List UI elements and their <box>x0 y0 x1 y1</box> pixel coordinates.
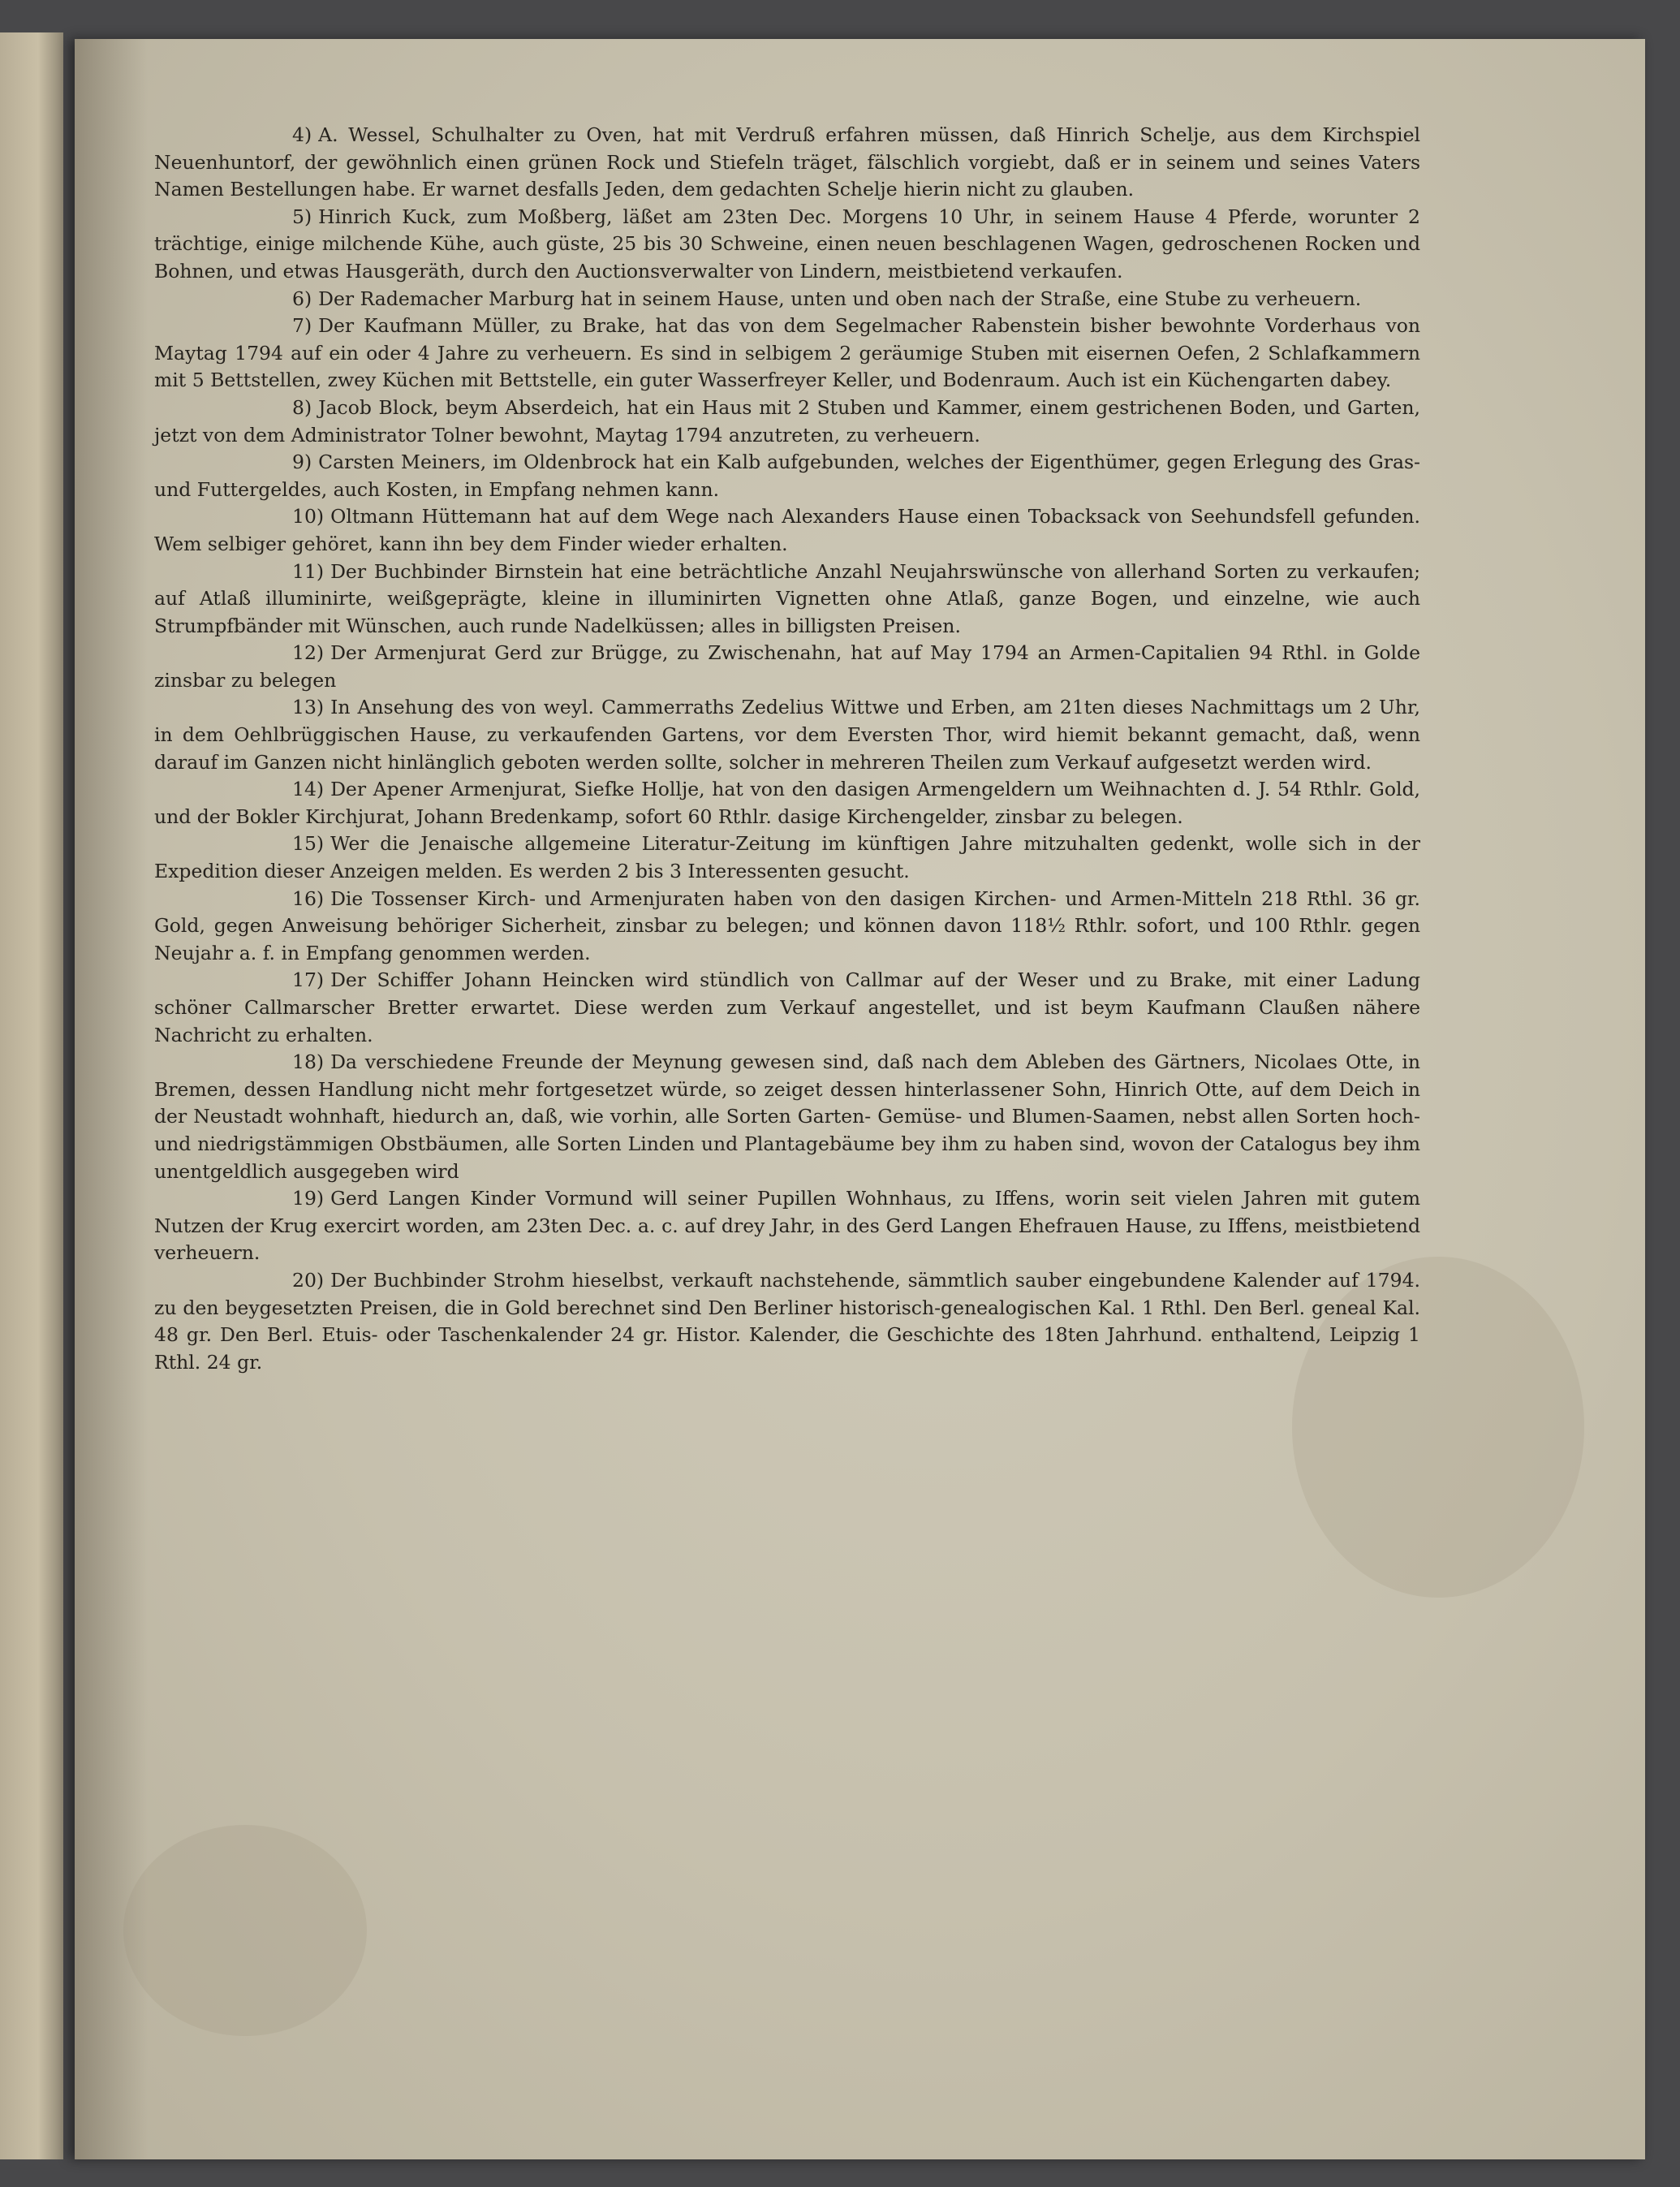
entry-number: 15) <box>292 832 325 856</box>
entry-text: Wer die Jenaische allgemeine Literatur-Zeitung im künftigen Jahre mitzuhalten gedenkt, wolle sich in der Expedition dieser Anzeigen melden. Es werden 2 bis 3 Interessenten gesucht. <box>154 832 1420 883</box>
notice-entry <box>154 449 1420 503</box>
notice-entry <box>154 286 1420 313</box>
entry-number: 4) <box>292 123 312 146</box>
notice-entry <box>154 122 1420 204</box>
entry-number: 8) <box>292 395 312 419</box>
entry-number: 16) <box>292 886 325 910</box>
entry-number: 5) <box>292 205 312 228</box>
notice-entry <box>154 395 1420 449</box>
notice-entry <box>154 1267 1420 1376</box>
notice-entry <box>154 1049 1420 1185</box>
entry-number: 20) <box>292 1268 325 1292</box>
entry-text: Carsten Meiners, im Oldenbrock hat ein Kalb aufgebunden, welches der Eigenthümer, gegen Erlegung des Gras- und Futtergeldes, auch Kosten, in Empfang nehmen kann. <box>154 451 1420 501</box>
entry-text: Hinrich Kuck, zum Moßberg, läßet am 23ten Dec. Morgens 10 Uhr, in seinem Hause 4 Pferde, worunter 2 trächtige, einige milchende Kühe, auch güste, 25 bis 30 Schweine, einen neuen beschlagenen Wagen, gedroschenen Rocken und Bohnen, und etwas Hausgeräth, durch den Auctionsverwalter von Lindern, meistbietend verkaufen. <box>154 205 1420 283</box>
paper-stain <box>123 1825 367 2036</box>
notice-entry <box>154 204 1420 286</box>
entry-text: A. Wessel, Schulhalter zu Oven, hat mit Verdruß erfahren müssen, daß Hinrich Schelje, aus dem Kirchspiel Neuenhuntorf, der gewöhnlich einen grünen Rock und Stiefeln träget, fälschlich vorgiebt, daß er in seinem und seines Vaters Namen Bestellungen habe. Er warnet desfalls Jeden, dem gedachten Schelje hierin nicht zu glauben. <box>154 123 1420 201</box>
notice-entry <box>154 1185 1420 1267</box>
entry-number: 19) <box>292 1187 325 1210</box>
notice-text-block <box>154 122 1420 1376</box>
entry-number: 13) <box>292 696 325 719</box>
entry-number: 12) <box>292 641 325 665</box>
notice-entry <box>154 559 1420 641</box>
entry-number: 18) <box>292 1050 325 1074</box>
entry-text: In Ansehung des von weyl. Cammerraths Zedelius Wittwe und Erben, am 21ten dieses Nachmittags um 2 Uhr, in dem Oehlbrüggischen Hause, zu verkaufenden Gartens, vor dem Eversten Thor, wird hiemit bekannt gemacht, daß, wenn darauf im Ganzen nicht hinlänglich geboten werden sollte, solcher in mehreren Theilen zum Verkauf aufgesetzt werden wird. <box>154 696 1420 774</box>
entry-number: 9) <box>292 451 312 474</box>
notice-entry <box>154 694 1420 776</box>
entry-text: Der Buchbinder Strohm hieselbst, verkauft nachstehende, sämmtlich sauber eingebundene Kalender auf 1794. zu den beygesetzten Preisen, die in Gold berechnet sind Den Berliner historisch-genealogischen Kal. 1 Rthl. Den Berl. geneal Kal. 48 gr. Den Berl. Etuis- oder Taschenkalender 24 gr. Histor. Kalender, die Geschichte des 18ten Jahrhund. enthaltend, Leipzig 1 Rthl. 24 gr. <box>154 1268 1420 1374</box>
notice-entry <box>154 830 1420 885</box>
entry-number: 6) <box>292 287 312 310</box>
entry-number: 11) <box>292 559 325 583</box>
entry-number: 14) <box>292 778 325 801</box>
notice-entry <box>154 640 1420 694</box>
notice-entry <box>154 503 1420 558</box>
notice-entry <box>154 886 1420 968</box>
notice-entry <box>154 967 1420 1049</box>
notice-entry <box>154 313 1420 395</box>
entry-text: Die Tossenser Kirch- und Armenjuraten haben von den dasigen Kirchen- und Armen-Mitteln 218 Rthl. 36 gr. Gold, gegen Anweisung behöriger Sicherheit, zinsbar zu belegen; und können davon 118½ Rthlr. sofort, und 100 Rthlr. gegen Neujahr a. f. in Empfang genommen werden. <box>154 886 1420 964</box>
entry-text: Der Kaufmann Müller, zu Brake, hat das von dem Segelmacher Rabenstein bisher bewohnte Vorderhaus von Maytag 1794 auf ein oder 4 Jahre zu verheuern. Es sind in selbigem 2 geräumige Stuben mit eisernen Oefen, 2 Schlafkammern mit 5 Bettstellen, zwey Küchen mit Bettstelle, ein guter Wasserfreyer Keller, und Bodenraum. Auch ist ein Küchengarten dabey. <box>154 314 1420 392</box>
notice-entry <box>154 776 1420 830</box>
entry-text: Gerd Langen Kinder Vormund will seiner Pupillen Wohnhaus, zu Iffens, worin seit vielen Jahren mit gutem Nutzen der Krug exercirt worden, am 23ten Dec. a. c. auf drey Jahr, in des Gerd Langen Ehefrauen Hause, zu Iffens, meistbietend verheuern. <box>154 1187 1420 1265</box>
facing-page-edge <box>0 32 63 2159</box>
entry-text: Der Rademacher Marburg hat in seinem Hause, unten und oben nach der Straße, eine Stube zu verheuern. <box>318 287 1362 310</box>
entry-number: 7) <box>292 314 312 338</box>
entry-text: Der Buchbinder Birnstein hat eine beträchtliche Anzahl Neujahrswünsche von allerhand Sorten zu verkaufen; auf Atlaß illuminirte, weißgeprägte, kleine in illuminirten Vignetten ohne Atlaß, ganze Bogen, und einzelne, wie auch Strumpfbänder mit Wünschen, auch runde Nadelküssen; alles in billigsten Preisen. <box>154 559 1420 637</box>
entry-text: Jacob Block, beym Abserdeich, hat ein Haus mit 2 Stuben und Kammer, einem gestrichenen Boden, und Garten, jetzt von dem Administrator Tolner bewohnt, Maytag 1794 anzutreten, zu verheuern. <box>154 395 1420 446</box>
entry-number: 17) <box>292 968 325 992</box>
entry-text: Der Armenjurat Gerd zur Brügge, zu Zwischenahn, hat auf May 1794 an Armen-Capitalien 94 Rthl. in Golde zinsbar zu belegen <box>154 641 1420 692</box>
entry-text: Da verschiedene Freunde der Meynung gewesen sind, daß nach dem Ableben des Gärtners, Nicolaes Otte, in Bremen, dessen Handlung nicht mehr fortgesetzet würde, so zeiget dessen hinterlassener Sohn, Hinrich Otte, auf dem Deich in der Neustadt wohnhaft, hiedurch an, daß, wie vorhin, alle Sorten Garten- Gemüse- und Blumen-Saamen, nebst allen Sorten hoch- und niedrigstämmigen Obstbäumen, alle Sorten Linden und Plantagebäume bey ihm zu haben sind, wovon der Catalogus bey ihm unentgeldlich ausgegeben wird <box>154 1050 1420 1183</box>
entry-text: Der Apener Armenjurat, Siefke Hollje, hat von den dasigen Armengeldern um Weihnachten d. J. 54 Rthlr. Gold, und der Bokler Kirchjurat, Johann Bredenkamp, sofort 60 Rthlr. dasige Kirchengelder, zinsbar zu belegen. <box>154 778 1420 828</box>
spine-shadow <box>75 39 148 2159</box>
entry-text: Oltmann Hüttemann hat auf dem Wege nach Alexanders Hause einen Tobacksack von Seehundsfell gefunden. Wem selbiger gehöret, kann ihn bey dem Finder wieder erhalten. <box>154 505 1420 555</box>
entry-text: Der Schiffer Johann Heincken wird stündlich von Callmar auf der Weser und zu Brake, mit einer Ladung schöner Callmarscher Bretter erwartet. Diese werden zum Verkauf angestellet, und ist beym Kaufmann Claußen nähere Nachricht zu erhalten. <box>154 968 1420 1046</box>
entry-number: 10) <box>292 505 325 528</box>
